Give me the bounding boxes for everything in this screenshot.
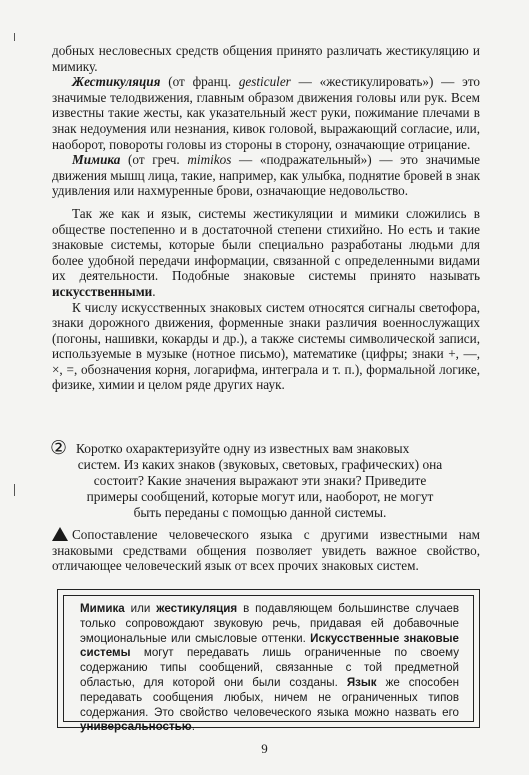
summary-text: Мимика или жестикуляция в подавляющем большинстве случаев только сопровождают звуковую речь, придавая ей добавочные эмоциональные или смысловые оттенки. Искусственные знаковые системы могут передавать лишь ограниченные по своему содержанию типы сообщений, связанные с той предметной областью, для которой они были созданы. Язык же способен передавать сообщения любых, ничем не ограниченных типов содержания. Это свойство человеческого языка можно назвать его универсальностью. xyxy=(80,602,460,734)
paragraph-continuation xyxy=(52,43,480,74)
question-line: систем. Из каких знаков (звуковых, световых, графических) она xyxy=(77,457,443,472)
question-line: быть переданы с помощью данной системы. xyxy=(133,505,387,520)
paragraph-continuation-text: добных несловесных средств общения принято различать жестикуляцию и мимику. xyxy=(52,43,480,74)
margin-mark-bottom xyxy=(14,484,15,496)
key-point-block xyxy=(52,527,480,574)
origin-word-mimikos: mimikos xyxy=(187,152,232,168)
paragraph-gesticulation: Жестикуляция (от франц. gesticuler — «жестикулировать») — это значимые телодвижения, главным образом движения головы или рук. Всем известны такие жесты, как указательный жест руки, пожимание плечами в знак недоумения или незнания, кивок головой, выражающий согласие, или, наоборот, повороты головы из стороны в сторону, означающие отрицание. xyxy=(52,74,480,152)
summary-box xyxy=(57,589,480,734)
key-point-text: Сопоставление человеческого языка с другими известными нам знаковыми средствами общения позволяет увидеть важное свойство, отличающее человеческий язык от всех прочих знаковых систем. xyxy=(52,527,480,574)
paragraph-examples: К числу искусственных знаковых систем относятся сигналы светофора, знаки дорожного движения, форменные знаки различия военнослужащих (погоны, нашивки, кокарды и др.), а также системы символической записи, используемые в музыке (нотное письмо), математике (цифры; знаки +, —, ×, =, обозначения корня, логарифма, интеграла и т. п.), формальной логике, физике, химии и целом ряде других наук. xyxy=(52,299,480,393)
margin-mark-top xyxy=(14,33,15,41)
term-artificial: искусственными xyxy=(52,283,153,299)
body-text xyxy=(52,43,480,393)
term-mimicry: Мимика xyxy=(72,152,121,168)
question-block xyxy=(40,437,480,521)
term-gesticulation: Жестикуляция xyxy=(72,74,161,90)
paragraph-mimicry: Мимика (от греч. mimikos — «подражательный») — это значимые движения мышц лица, такие, например, как улыбка, поднятие бровей в знак удивления или нахмуренные брови, означающие недовольство. xyxy=(52,152,481,199)
paragraph-artificial-systems: Так же как и язык, системы жестикуляции и мимики сложились в обществе постепенно и в достаточной степени стихийно. Но есть и такие знаковые системы, которые были специально разработаны людьми для более удобной передачи информации, связанной с определенными видами их деятельности. Подобные знаковые системы принято называть искусственными. xyxy=(52,205,480,299)
origin-word-gesticuler: gesticuler xyxy=(238,74,291,90)
summary-box-inner-border xyxy=(63,595,474,734)
question-line: состоит? Какие значения выражают эти знаки? Приведите xyxy=(93,473,427,488)
question-number-icon: ② xyxy=(50,437,68,459)
question-line: примеры сообщений, которые могут или, наоборот, не могут xyxy=(86,489,434,504)
triangle-marker-icon xyxy=(52,527,68,541)
question-line: Коротко охарактеризуйте одну из известных вам знаковых xyxy=(76,441,410,456)
page-number: 9 xyxy=(261,741,268,756)
